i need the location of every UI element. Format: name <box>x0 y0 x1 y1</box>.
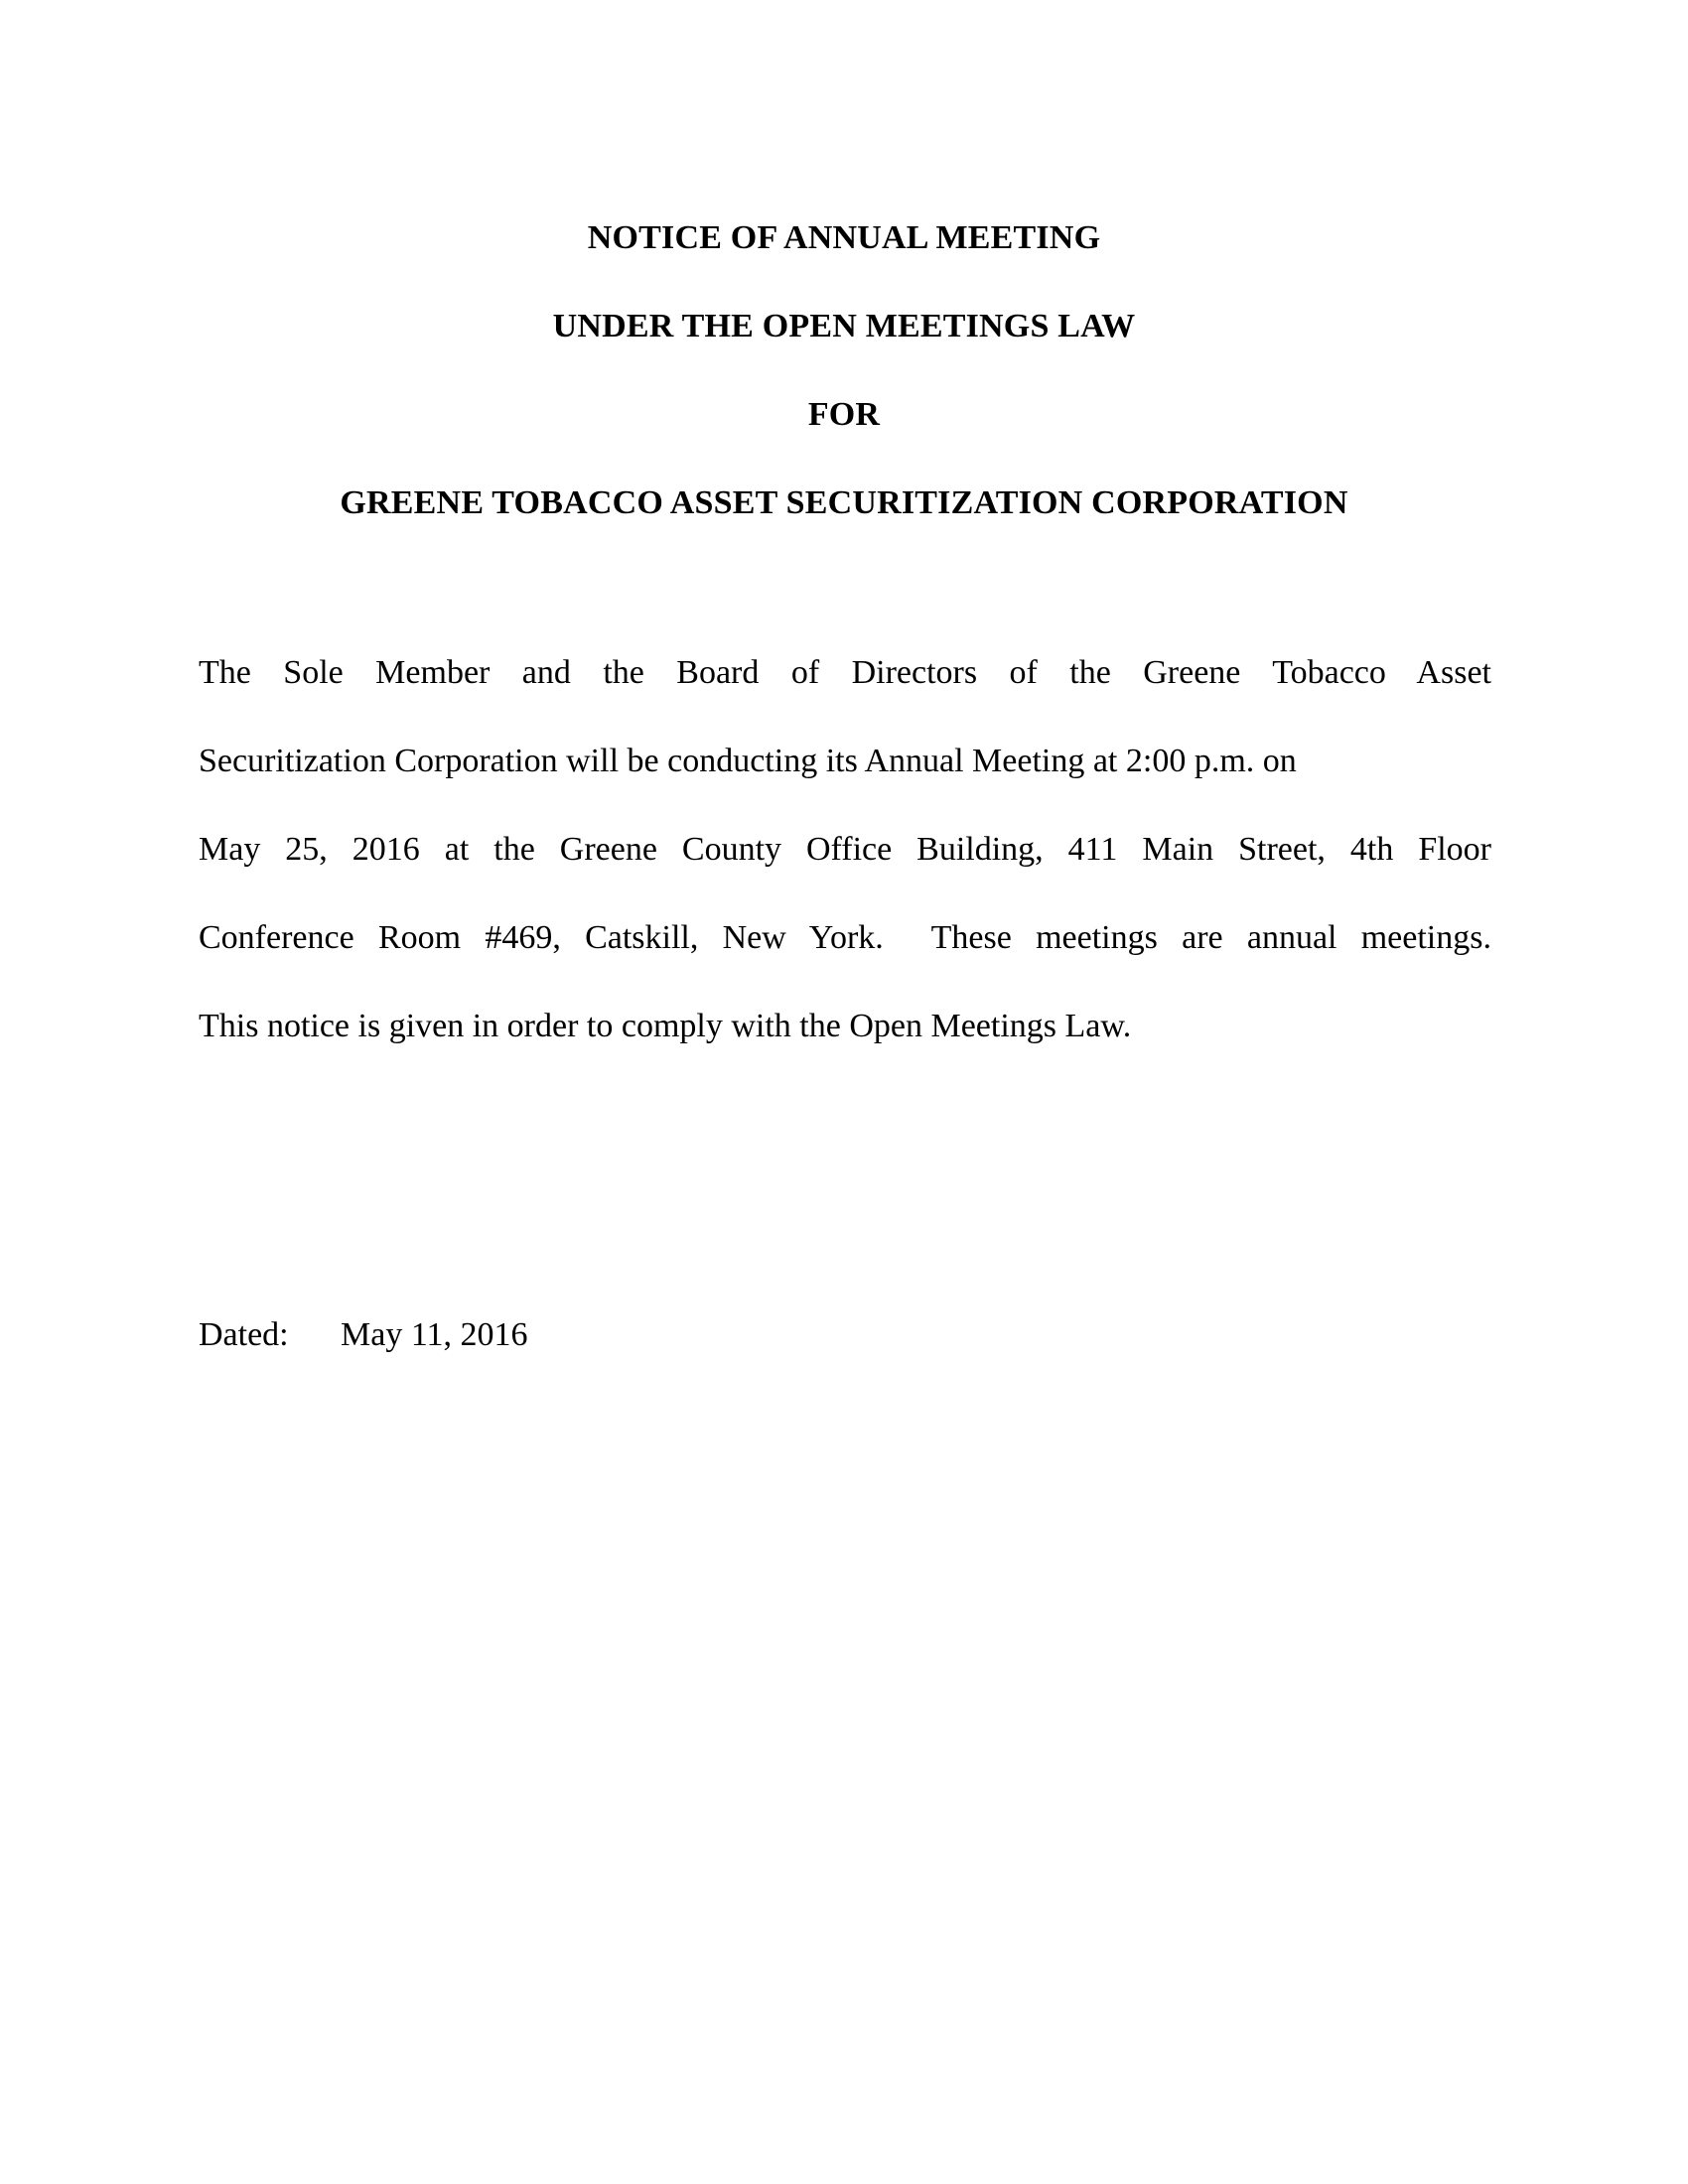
title-line-corporation: GREENE TOBACCO ASSET SECURITIZATION CORPORATION <box>340 484 1348 521</box>
body-line: Securitization Corporation will be conducting its Annual Meeting at 2:00 p.m. on <box>199 743 1297 779</box>
body-line: The Sole Member and the Board of Directors of the Greene Tobacco Asset <box>199 654 1491 691</box>
notice-title <box>0 194 1688 547</box>
body-line: May 25, 2016 at the Greene County Office Building, 411 Main Street, 4th Floor <box>199 831 1491 868</box>
body-line: Conference Room #469, Catskill, New York. These meetings are annual meetings. <box>199 919 1491 956</box>
title-line-open-meetings-law: UNDER THE OPEN MEETINGS LAW <box>552 308 1136 344</box>
dated-label: Dated: <box>199 1316 289 1353</box>
dated-value: May 11, 2016 <box>341 1316 528 1353</box>
body-line: This notice is given in order to comply with the Open Meetings Law. <box>199 1008 1132 1044</box>
notice-body-paragraph <box>199 628 1491 1070</box>
title-line-for: FOR <box>807 396 881 433</box>
title-line-notice: NOTICE OF ANNUAL MEETING <box>587 219 1101 256</box>
dated-line <box>199 1291 528 1379</box>
